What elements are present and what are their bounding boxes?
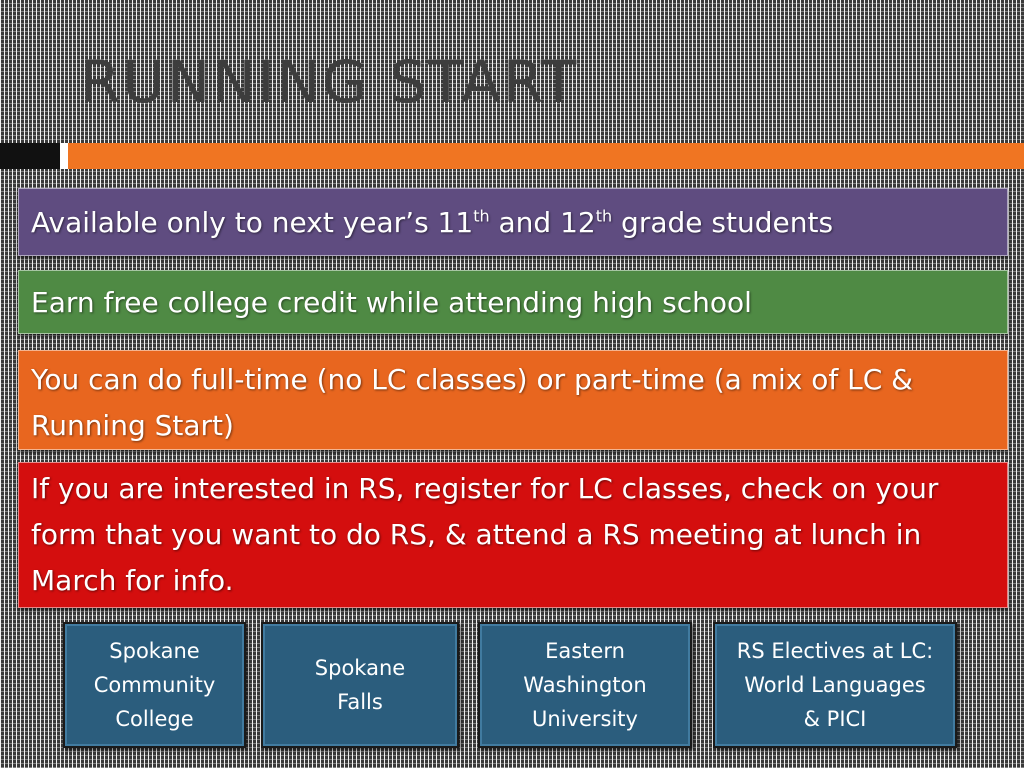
box-eastern-washington-university [478, 622, 692, 748]
box-spokane-community-college [63, 622, 246, 748]
bullet-text: You can do full-time (no LC classes) or part-time (a mix of LC & Running Start) [31, 363, 913, 442]
box-line: University [532, 707, 638, 731]
box-spokane-falls [261, 622, 459, 748]
superscript-th: th [595, 206, 613, 226]
bullet-text-part: Available only to next year’s 11 [31, 206, 474, 239]
bullet-eligibility [18, 188, 1008, 256]
bullet-text-part: and 12 [489, 206, 596, 239]
box-rs-electives [713, 622, 957, 748]
box-line: Eastern [545, 639, 625, 663]
box-line: & PICI [803, 707, 867, 731]
box-line: Community [93, 673, 216, 697]
bullet-free-credit [18, 270, 1008, 334]
title-divider-orange [68, 143, 1024, 169]
bullet-text-part: grade students [612, 206, 834, 239]
title-divider-gap [60, 143, 68, 169]
box-line: World Languages [744, 673, 926, 697]
box-line: RS Electives at LC: [736, 639, 934, 663]
slide-title: RUNNING START [80, 48, 579, 116]
bullet-registration-steps [18, 462, 1008, 608]
box-line: Spokane [314, 656, 406, 680]
title-divider-dark [0, 143, 60, 169]
box-line: College [115, 707, 194, 731]
bullet-enrollment-options [18, 350, 1008, 450]
bullet-text: If you are interested in RS, register for LC classes, check on your form that you want to do RS, & attend a RS meeting at lunch in March for info. [31, 472, 939, 597]
box-line: Spokane [109, 639, 200, 663]
superscript-th: th [473, 206, 490, 226]
box-line: Washington [523, 673, 647, 697]
box-line: Falls [337, 690, 383, 714]
bullet-text: Earn free college credit while attending high school [31, 286, 752, 319]
